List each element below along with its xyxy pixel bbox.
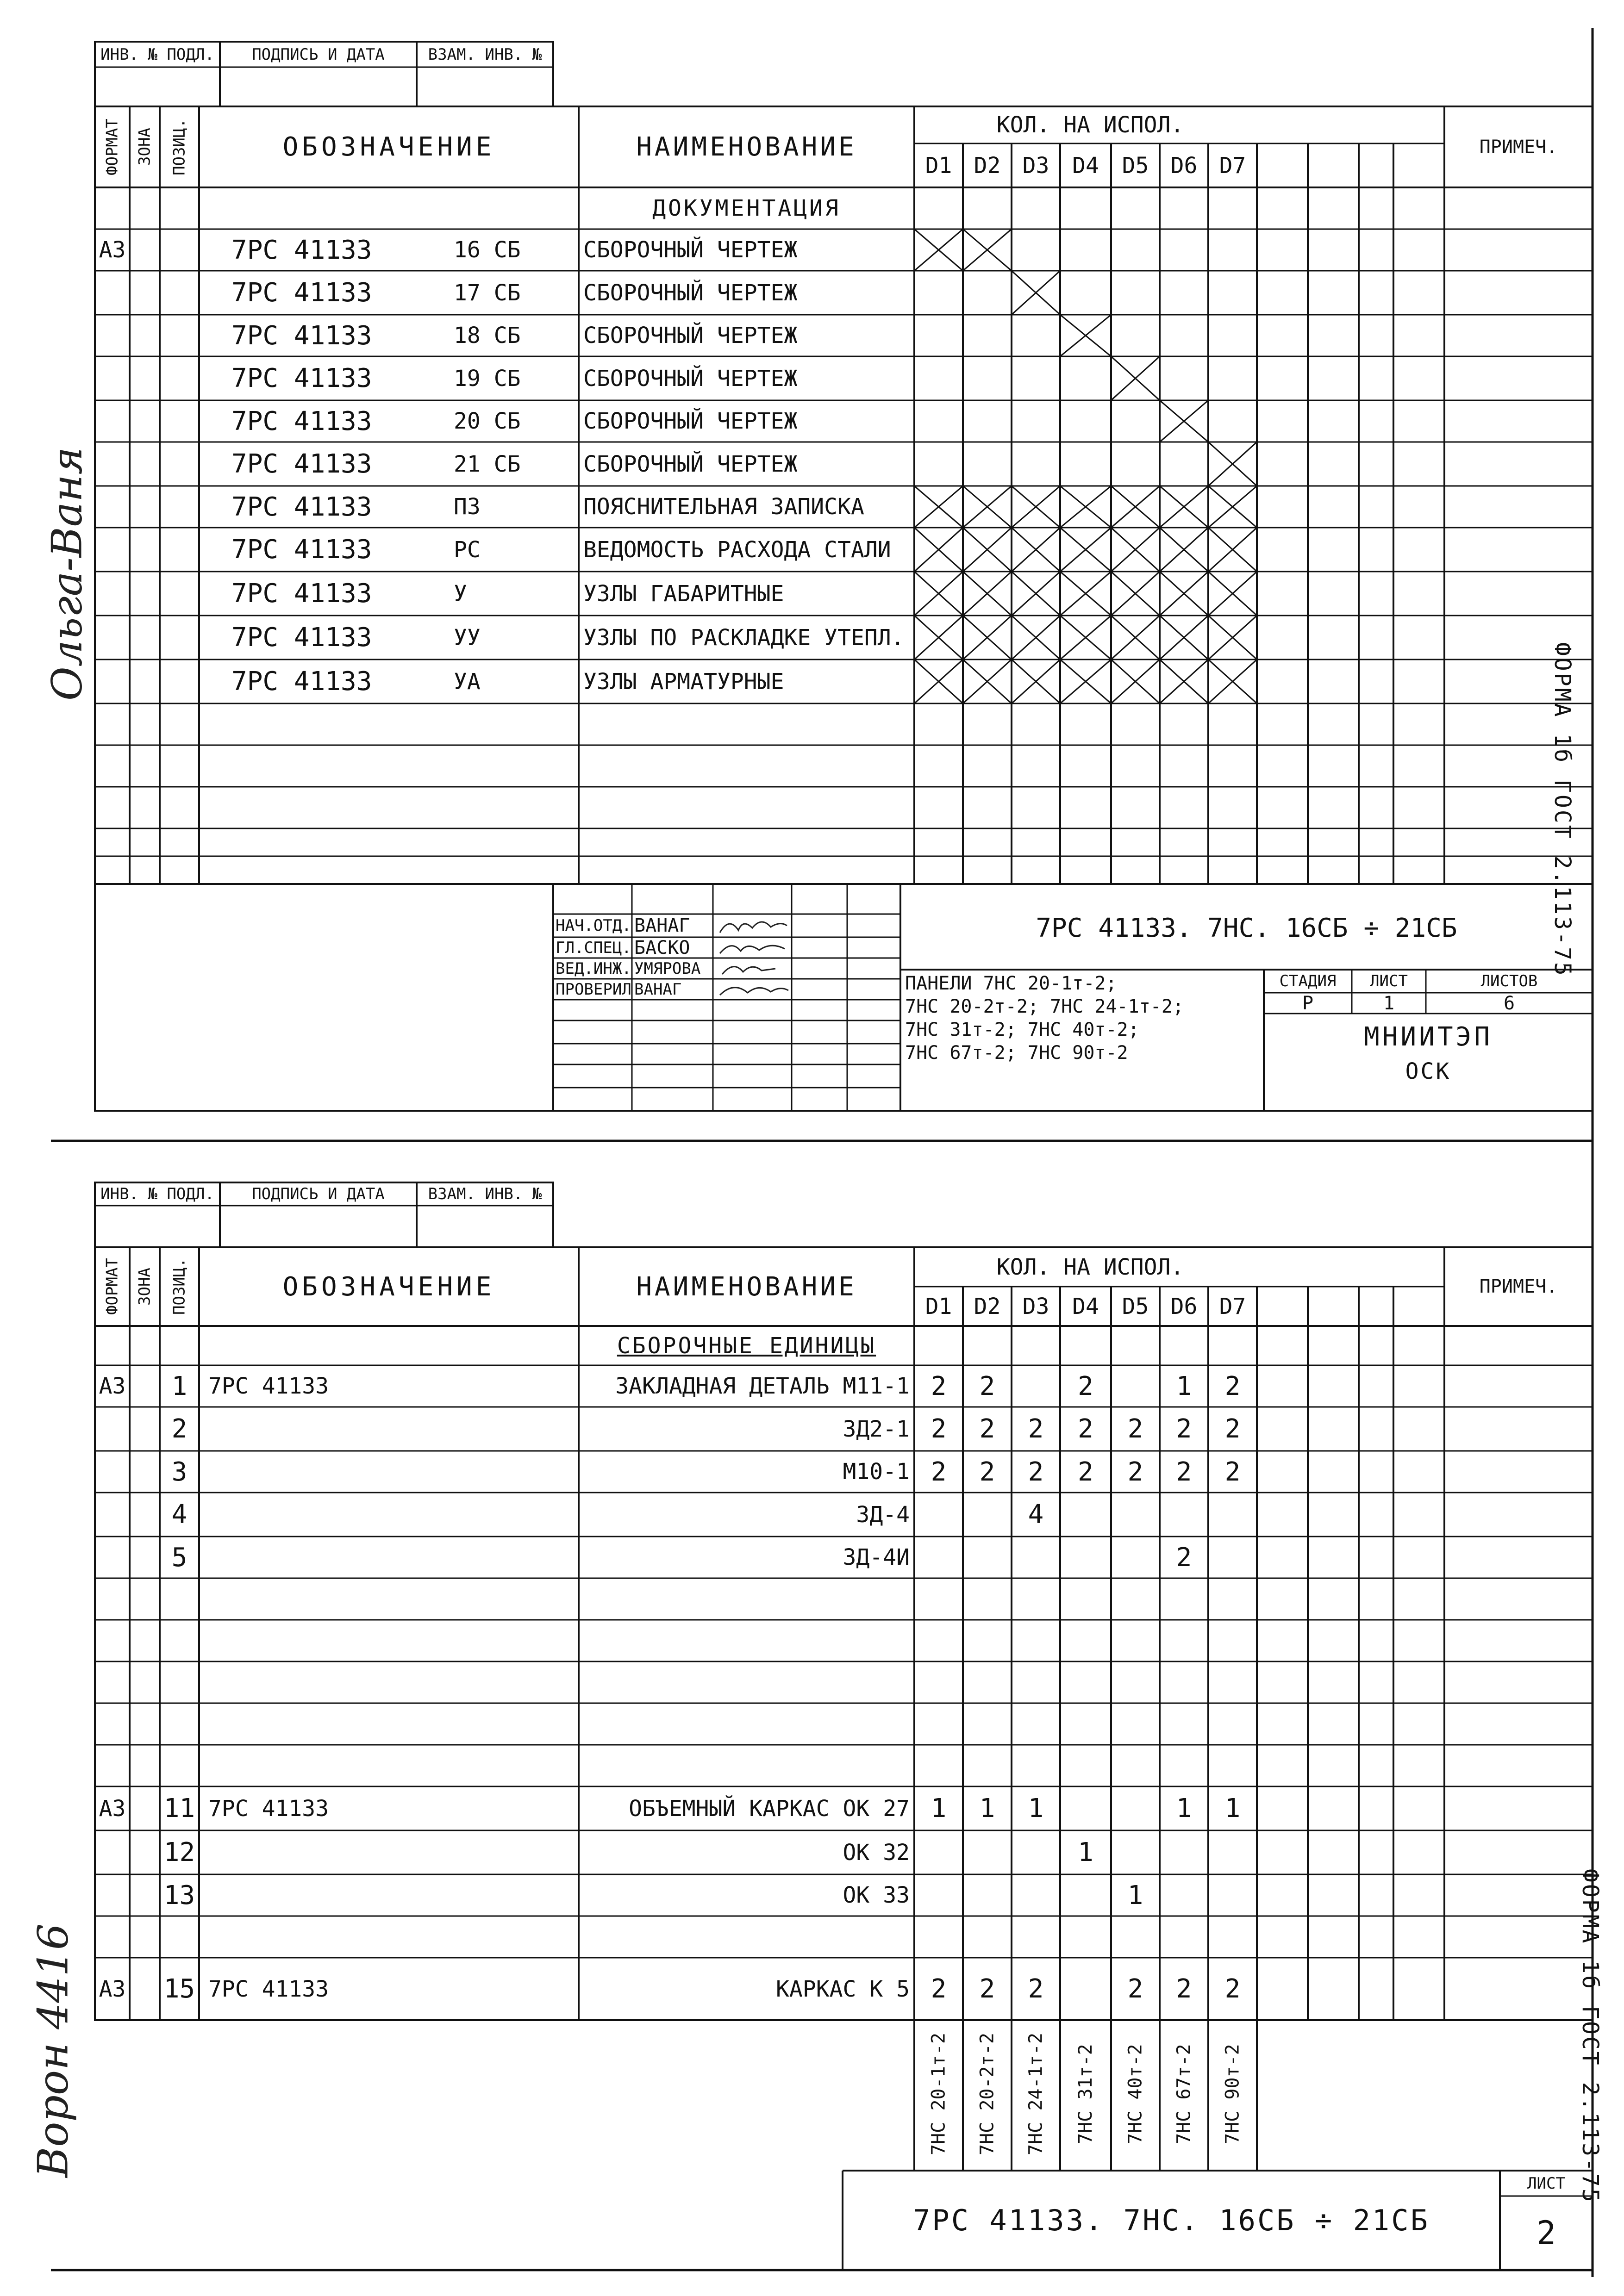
row2-qty-d4 bbox=[1060, 1958, 1111, 2020]
row-name: ВЕДОМОСТЬ РАСХОДА СТАЛИ bbox=[583, 536, 891, 563]
tb-desc-3: 7НС 31т-2; 7НС 40т-2; bbox=[905, 1019, 1139, 1040]
row2-poz: 1 bbox=[171, 1371, 187, 1401]
tb-stadia-label: СТАДИЯ bbox=[1279, 972, 1337, 990]
row-format bbox=[95, 660, 130, 703]
header2-d4: D4 bbox=[1072, 1293, 1099, 1319]
row2-qty-d5: 1 bbox=[1127, 1880, 1143, 1910]
tb-name-4: ВАНАГ bbox=[634, 980, 682, 999]
row2-name: М10-1 bbox=[843, 1459, 910, 1485]
row2-qty-d2: 2 bbox=[979, 1414, 995, 1444]
row-format bbox=[95, 315, 130, 356]
row2-poz: 15 bbox=[163, 1974, 195, 2004]
header-d4: D4 bbox=[1072, 152, 1099, 179]
row2-qty-d4: 2 bbox=[1078, 1456, 1093, 1487]
row2-qty-d3: 2 bbox=[1028, 1974, 1044, 2004]
row2-poz: 12 bbox=[163, 1837, 195, 1867]
tb-desc-4: 7НС 67т-2; 7НС 90т-2 bbox=[905, 1042, 1128, 1064]
tb-role-2: ГЛ.СПЕЦ. bbox=[556, 938, 631, 957]
row-code: 7РС 41133 bbox=[231, 406, 372, 436]
row2-format bbox=[95, 1451, 130, 1493]
row2-qty-d7: 2 bbox=[1224, 1974, 1241, 2004]
row2-format: А3 bbox=[99, 1976, 126, 2002]
row2-qty-d5: 2 bbox=[1127, 1456, 1143, 1487]
row2-qty-d2: 2 bbox=[979, 1456, 995, 1487]
variant-label: 7НС 67т-2 bbox=[1173, 2044, 1195, 2145]
header2-d2: D2 bbox=[974, 1293, 1001, 1319]
row2-qty-d3 bbox=[1012, 1830, 1060, 1874]
header2-zona: ЗОНА bbox=[135, 1268, 154, 1306]
row2-qty-d1: 2 bbox=[931, 1414, 947, 1444]
header-pozic: ПОЗИЦ. bbox=[170, 118, 189, 175]
strip2-podpis-data: ПОДПИСЬ И ДАТА bbox=[252, 1185, 385, 1203]
row2-format bbox=[95, 1830, 130, 1874]
row2-qty-d7 bbox=[1208, 1874, 1257, 1916]
row-format bbox=[95, 616, 130, 660]
header2-kol: КОЛ. НА ИСПОЛ. bbox=[996, 1254, 1184, 1280]
row2-qty-d7: 2 bbox=[1224, 1456, 1241, 1487]
tb-desc-2: 7НС 20-2т-2; 7НС 24-1т-2; bbox=[905, 996, 1184, 1017]
row-name: СБОРОЧНЫЙ ЧЕРТЕЖ bbox=[583, 280, 798, 306]
sheet2-list: 2 bbox=[1536, 2214, 1556, 2252]
row2-qty-d4 bbox=[1060, 1493, 1111, 1537]
row2-qty-d1: 2 bbox=[931, 1974, 947, 2004]
row-suffix: 16 СБ bbox=[454, 237, 521, 263]
strip2-vzam-inv: ВЗАМ. ИНВ. № bbox=[428, 1185, 542, 1203]
row-name: СБОРОЧНЫЙ ЧЕРТЕЖ bbox=[583, 237, 798, 263]
tb-role-3: ВЕД.ИНЖ. bbox=[556, 959, 631, 978]
row2-qty-d7 bbox=[1208, 1493, 1257, 1537]
row2-qty-d5: 2 bbox=[1127, 1414, 1143, 1444]
handwriting-left-2: Ворон 4416 bbox=[29, 1923, 78, 2178]
tb-list-label: ЛИСТ bbox=[1370, 972, 1408, 990]
row-suffix: 20 СБ bbox=[454, 408, 521, 434]
row2-qty-d4: 2 bbox=[1078, 1371, 1093, 1401]
row-suffix: 21 СБ bbox=[454, 451, 521, 477]
row-name: СБОРОЧНЫЙ ЧЕРТЕЖ bbox=[583, 408, 798, 434]
row2-qty-d3: 2 bbox=[1028, 1456, 1044, 1487]
header-oboznachenie: ОБОЗНАЧЕНИЕ bbox=[282, 132, 495, 162]
row2-qty-d3 bbox=[1012, 1874, 1060, 1916]
row2-qty-d2: 2 bbox=[979, 1371, 995, 1401]
row2-qty-d4: 2 bbox=[1078, 1414, 1093, 1444]
row2-qty-d4 bbox=[1060, 1537, 1111, 1578]
row-code: 7РС 41133 bbox=[231, 320, 372, 351]
row-format bbox=[95, 400, 130, 442]
row2-qty-d6 bbox=[1160, 1874, 1208, 1916]
row2-format: А3 bbox=[99, 1795, 126, 1822]
row2-qty-d3: 1 bbox=[1028, 1793, 1044, 1823]
row-name: УЗЛЫ ГАБАРИТНЫЕ bbox=[583, 580, 784, 607]
side-form-2: ФОРМА 1б ГОСТ 2.113-75 bbox=[1577, 1869, 1603, 2204]
variant-label: 7НС 24-1т-2 bbox=[1025, 2033, 1047, 2156]
header2-d5: D5 bbox=[1122, 1293, 1149, 1319]
row2-format bbox=[95, 1493, 130, 1537]
section-dokumentacia: ДОКУМЕНТАЦИЯ bbox=[652, 195, 841, 221]
handwriting-left-1: Ольга-Ваня bbox=[43, 447, 92, 701]
tb-org: МНИИТЭП bbox=[1363, 1021, 1493, 1052]
sheet2-designation: 7РС 41133. 7НС. 16СБ ÷ 21СБ bbox=[913, 2203, 1430, 2237]
row2-poz: 4 bbox=[171, 1500, 187, 1530]
strip2-inv-podl: ИНВ. № ПОДЛ. bbox=[100, 1185, 214, 1203]
header2-naimenovanie: НАИМЕНОВАНИЕ bbox=[636, 1271, 857, 1302]
row2-name: ЗАКЛАДНАЯ ДЕТАЛЬ М11-1 bbox=[615, 1373, 910, 1399]
row2-qty-d4 bbox=[1060, 1786, 1111, 1830]
variant-label: 7НС 20-1т-2 bbox=[928, 2033, 949, 2156]
row-suffix: УА bbox=[454, 668, 481, 695]
header2-format: ФОРМАТ bbox=[103, 1258, 122, 1315]
row2-qty-d1 bbox=[914, 1493, 963, 1537]
tb-role-4: ПРОВЕРИЛ bbox=[556, 980, 631, 999]
row2-qty-d1 bbox=[914, 1874, 963, 1916]
row2-qty-d2 bbox=[963, 1537, 1012, 1578]
header-zona: ЗОНА bbox=[135, 128, 154, 166]
row2-name: ОБЪЕМНЫЙ КАРКАС ОК 27 bbox=[629, 1795, 910, 1822]
row2-qty-d6 bbox=[1160, 1830, 1208, 1874]
signatures-drawing bbox=[715, 914, 792, 1002]
header2-primech: ПРИМЕЧ. bbox=[1479, 1276, 1558, 1297]
row2-qty-d5: 2 bbox=[1127, 1974, 1143, 2004]
row-code: 7РС 41133 bbox=[231, 449, 372, 479]
row-suffix: РС bbox=[454, 536, 481, 563]
row2-qty-d6 bbox=[1160, 1493, 1208, 1537]
row-name: ПОЯСНИТЕЛЬНАЯ ЗАПИСКА bbox=[583, 494, 864, 520]
row-format bbox=[95, 572, 130, 616]
header-d6: D6 bbox=[1170, 152, 1198, 179]
row2-qty-d7 bbox=[1208, 1537, 1257, 1578]
tb-name-3: УМЯРОВА bbox=[634, 959, 701, 978]
tb-org2: ОСК bbox=[1405, 1058, 1451, 1084]
row-suffix: 19 СБ bbox=[454, 365, 521, 392]
tb-desc-1: ПАНЕЛИ 7НС 20-1т-2; bbox=[905, 973, 1117, 994]
header2-d7: D7 bbox=[1219, 1293, 1246, 1319]
row2-qty-d5 bbox=[1111, 1365, 1160, 1407]
header-primech: ПРИМЕЧ. bbox=[1479, 136, 1558, 158]
row2-code: 7РС 41133 bbox=[208, 1976, 329, 2002]
row2-format bbox=[95, 1874, 130, 1916]
row2-poz: 5 bbox=[171, 1542, 187, 1573]
row2-code bbox=[208, 1493, 569, 1537]
row2-code bbox=[208, 1537, 569, 1578]
variant-label: 7НС 90т-2 bbox=[1222, 2044, 1243, 2145]
row2-qty-d6: 1 bbox=[1176, 1371, 1192, 1401]
row2-qty-d5 bbox=[1111, 1786, 1160, 1830]
row-code: 7РС 41133 bbox=[231, 622, 372, 653]
row-name: УЗЛЫ АРМАТУРНЫЕ bbox=[583, 668, 784, 695]
row2-qty-d3 bbox=[1012, 1537, 1060, 1578]
row2-poz: 11 bbox=[163, 1793, 195, 1823]
header2-d1: D1 bbox=[925, 1293, 952, 1319]
row2-qty-d4 bbox=[1060, 1874, 1111, 1916]
row2-format: А3 bbox=[99, 1373, 126, 1399]
row2-qty-d7: 1 bbox=[1224, 1793, 1241, 1823]
tb-designation: 7РС 41133. 7НС. 16СБ ÷ 21СБ bbox=[1036, 913, 1457, 943]
row2-qty-d1 bbox=[914, 1830, 963, 1874]
row2-qty-d5 bbox=[1111, 1537, 1160, 1578]
header-kol: КОЛ. НА ИСПОЛ. bbox=[996, 112, 1184, 138]
row2-qty-d3 bbox=[1012, 1365, 1060, 1407]
row2-qty-d7 bbox=[1208, 1830, 1257, 1874]
row2-qty-d1: 2 bbox=[931, 1371, 947, 1401]
row-suffix: ПЗ bbox=[454, 494, 481, 520]
row2-qty-d6: 2 bbox=[1176, 1542, 1192, 1573]
row2-name: ЗД-4И bbox=[843, 1544, 910, 1570]
row2-code bbox=[208, 1830, 569, 1874]
row2-code: 7РС 41133 bbox=[208, 1795, 329, 1822]
header2-pozic: ПОЗИЦ. bbox=[170, 1258, 189, 1315]
tb-stadia: Р bbox=[1302, 992, 1314, 1014]
row2-poz: 2 bbox=[171, 1414, 187, 1444]
tb-name-2: БАСКО bbox=[634, 937, 690, 958]
applicability-marks-1 bbox=[914, 229, 1257, 703]
row-format: А3 bbox=[99, 237, 126, 263]
row-code: 7РС 41133 bbox=[231, 492, 372, 522]
header-d2: D2 bbox=[974, 152, 1001, 179]
row2-qty-d2 bbox=[963, 1830, 1012, 1874]
strip-inv-podl: ИНВ. № ПОДЛ. bbox=[100, 45, 214, 64]
row2-poz: 3 bbox=[171, 1456, 187, 1487]
row2-name: ОК 33 bbox=[843, 1882, 910, 1908]
row2-code bbox=[208, 1451, 569, 1493]
strip-vzam-inv: ВЗАМ. ИНВ. № bbox=[428, 45, 542, 64]
row2-name: ОК 32 bbox=[843, 1839, 910, 1866]
row2-format bbox=[95, 1537, 130, 1578]
row-code: 7РС 41133 bbox=[231, 235, 372, 265]
row-suffix: 17 СБ bbox=[454, 280, 521, 306]
row-suffix: У bbox=[454, 580, 467, 607]
row-code: 7РС 41133 bbox=[231, 363, 372, 393]
variant-label: 7НС 40т-2 bbox=[1124, 2044, 1146, 2145]
tb-listov: 6 bbox=[1503, 992, 1515, 1014]
row2-qty-d5 bbox=[1111, 1830, 1160, 1874]
row2-poz: 13 bbox=[163, 1880, 195, 1910]
sheet2-list-label: ЛИСТ bbox=[1527, 2174, 1565, 2193]
row2-qty-d3: 2 bbox=[1028, 1414, 1044, 1444]
row2-qty-d6: 2 bbox=[1176, 1456, 1192, 1487]
row2-qty-d2 bbox=[963, 1874, 1012, 1916]
row2-name: ЗД-4 bbox=[856, 1501, 910, 1528]
variant-label: 7НС 20-2т-2 bbox=[976, 2033, 998, 2156]
header-d3: D3 bbox=[1022, 152, 1049, 179]
row2-qty-d1 bbox=[914, 1537, 963, 1578]
header-d7: D7 bbox=[1219, 152, 1246, 179]
strip-podpis-data: ПОДПИСЬ И ДАТА bbox=[252, 45, 385, 64]
row2-format bbox=[95, 1407, 130, 1451]
header2-d6: D6 bbox=[1170, 1293, 1198, 1319]
variant-label: 7НС 31т-2 bbox=[1075, 2044, 1096, 2145]
row-code: 7РС 41133 bbox=[231, 535, 372, 565]
row2-qty-d1: 1 bbox=[931, 1793, 947, 1823]
row-format bbox=[95, 528, 130, 572]
header2-oboznachenie: ОБОЗНАЧЕНИЕ bbox=[282, 1271, 495, 1302]
tb-list: 1 bbox=[1383, 992, 1395, 1014]
header-naimenovanie: НАИМЕНОВАНИЕ bbox=[636, 132, 857, 162]
row2-code: 7РС 41133 bbox=[208, 1373, 329, 1399]
row-name: УЗЛЫ ПО РАСКЛАДКЕ УТЕПЛ. bbox=[583, 624, 905, 651]
header-format: ФОРМАТ bbox=[103, 118, 122, 175]
row2-qty-d6: 1 bbox=[1176, 1793, 1192, 1823]
tb-listov-label: ЛИСТОВ bbox=[1480, 972, 1538, 990]
row2-qty-d2: 1 bbox=[979, 1793, 995, 1823]
header-d5: D5 bbox=[1122, 152, 1149, 179]
header-d1: D1 bbox=[925, 152, 952, 179]
row2-qty-d5 bbox=[1111, 1493, 1160, 1537]
section-sborochnye: СБОРОЧНЫЕ ЕДИНИЦЫ bbox=[617, 1332, 876, 1359]
row-name: СБОРОЧНЫЙ ЧЕРТЕЖ bbox=[583, 323, 798, 348]
row2-qty-d2: 2 bbox=[979, 1974, 995, 2004]
row2-qty-d4: 1 bbox=[1078, 1837, 1093, 1867]
row2-qty-d6: 2 bbox=[1176, 1414, 1192, 1444]
tb-role-1: НАЧ.ОТД. bbox=[556, 916, 631, 935]
row2-qty-d7: 2 bbox=[1224, 1371, 1241, 1401]
row2-code bbox=[208, 1407, 569, 1451]
row-format bbox=[95, 486, 130, 528]
row2-qty-d7: 2 bbox=[1224, 1414, 1241, 1444]
row2-qty-d3: 4 bbox=[1028, 1500, 1044, 1530]
row-format bbox=[95, 271, 130, 315]
row-name: СБОРОЧНЫЙ ЧЕРТЕЖ bbox=[583, 451, 798, 477]
row-suffix: УУ bbox=[454, 624, 481, 651]
row2-name: КАРКАС К 5 bbox=[776, 1976, 910, 2002]
row2-qty-d1: 2 bbox=[931, 1456, 947, 1487]
row-name: СБОРОЧНЫЙ ЧЕРТЕЖ bbox=[583, 365, 798, 392]
row2-code bbox=[208, 1874, 569, 1916]
row2-name: ЗД2-1 bbox=[843, 1416, 910, 1442]
row-suffix: 18 СБ bbox=[454, 323, 521, 348]
header2-d3: D3 bbox=[1022, 1293, 1049, 1319]
row2-qty-d2 bbox=[963, 1493, 1012, 1537]
row-code: 7РС 41133 bbox=[231, 278, 372, 308]
side-form-1: ФОРМА 1б ГОСТ 2.113-75 bbox=[1549, 642, 1575, 977]
row-format bbox=[95, 356, 130, 400]
row-code: 7РС 41133 bbox=[231, 666, 372, 697]
row-format bbox=[95, 442, 130, 486]
row-code: 7РС 41133 bbox=[231, 579, 372, 609]
tb-name-1: ВАНАГ bbox=[634, 915, 690, 936]
row2-qty-d6: 2 bbox=[1176, 1974, 1192, 2004]
